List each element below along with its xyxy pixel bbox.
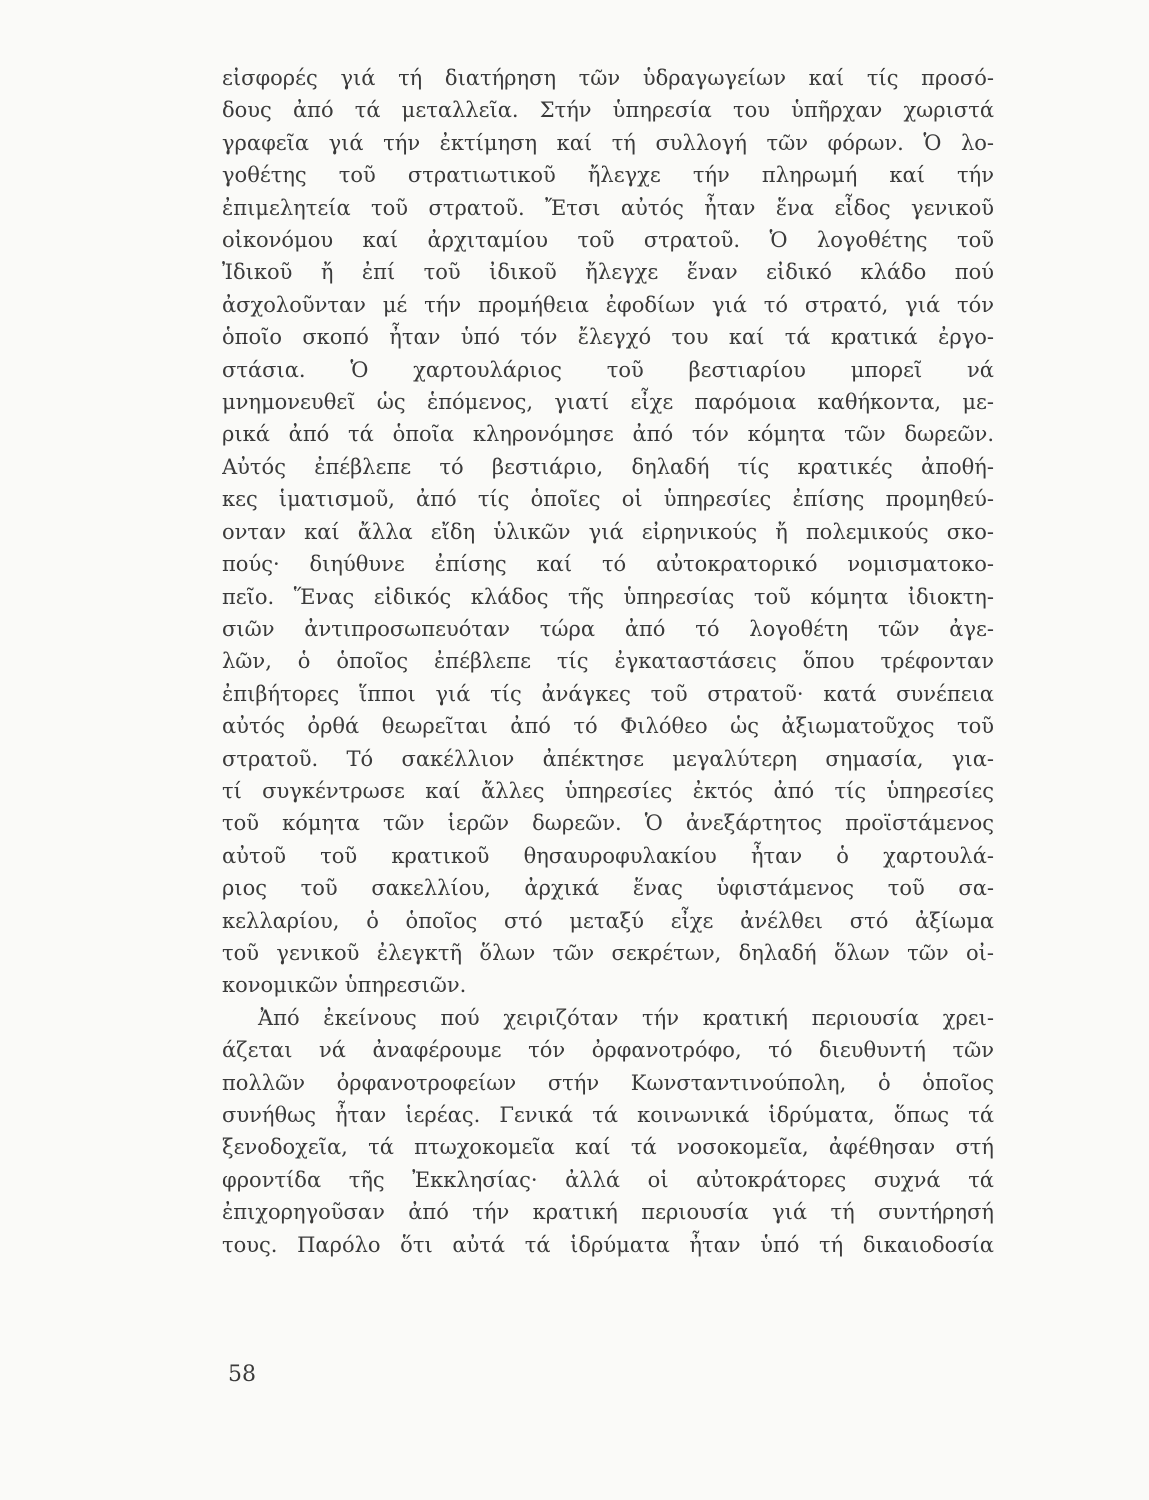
text-line: ὁποῖο σκοπό ἦταν ὑπό τόν ἔλεγχό του καί τά κρατικά ἐργο-	[222, 325, 994, 350]
text-line: Αὐτός ἐπέβλεπε τό βεστιάριο, δηλαδή τίς κρατικές ἀποθή-	[222, 454, 994, 479]
text-line: στάσια. Ὁ χαρτουλάριος τοῦ βεστιαρίου μπορεῖ νά	[222, 357, 994, 382]
text-line: κονομικῶν ὑπηρεσιῶν.	[222, 973, 467, 998]
text-line: αὐτός ὀρθά θεωρεῖται ἀπό τό Φιλόθεο ὡς ἀξιωματοῦχος τοῦ	[222, 714, 994, 739]
text-line: στρατοῦ. Τό σακέλλιον ἀπέκτησε μεγαλύτερη σημασία, για-	[222, 746, 994, 771]
text-line: γοθέτης τοῦ στρατιωτικοῦ ἤλεγχε τήν πληρωμή καί τήν	[222, 163, 994, 188]
text-line: πούς· διηύθυνε ἐπίσης καί τό αὐτοκρατορικό νομισματοκο-	[222, 552, 994, 577]
text-line: ριος τοῦ σακελλίου, ἀρχικά ἕνας ὑφιστάμενος τοῦ σα-	[222, 876, 994, 901]
text-line: πολλῶν ὀρφανοτροφείων στήν Κωνσταντινούπολη, ὁ ὁποῖος	[222, 1070, 994, 1095]
text-line: Ἀπό ἐκείνους πού χειριζόταν τήν κρατική περιουσία χρει-	[258, 1005, 994, 1030]
text-line: τους. Παρόλο ὅτι αὐτά τά ἱδρύματα ἦταν ὑπό τή δικαιοδοσία	[222, 1232, 994, 1257]
text-line: ἐπιβήτορες ἵπποι γιά τίς ἀνάγκες τοῦ στρατοῦ· κατά συνέπεια	[222, 681, 994, 706]
text-line: συνήθως ἦταν ἱερέας. Γενικά τά κοινωνικά ἱδρύματα, ὅπως τά	[222, 1103, 994, 1127]
text-line: σιῶν ἀντιπροσωπευόταν τώρα ἀπό τό λογοθέτη τῶν ἀγε-	[222, 616, 994, 641]
text-line: ξενοδοχεῖα, τά πτωχοκομεῖα καί τά νοσοκομεῖα, ἀφέθησαν στή	[222, 1135, 994, 1160]
text-line: Ἰδικοῦ ἤ ἐπί τοῦ ἰδικοῦ ἤλεγχε ἕναν εἰδικό κλάδο πού	[222, 260, 994, 285]
text-line: κελλαρίου, ὁ ὁποῖος στό μεταξύ εἶχε ἀνέλθει στό ἀξίωμα	[222, 908, 994, 933]
text-line: λῶν, ὁ ὁποῖος ἐπέβλεπε τίς ἐγκαταστάσεις ὅπου τρέφονταν	[222, 649, 994, 674]
text-line: ἀσχολοῦνταν μέ τήν προμήθεια ἐφοδίων γιά τό στρατό, γιά τόν	[222, 292, 994, 317]
page-text	[222, 62, 994, 1261]
text-line: γραφεῖα γιά τήν ἐκτίμηση καί τή συλλογή τῶν φόρων. Ὁ λο-	[222, 130, 994, 155]
text-line: πεῖο. Ἕνας εἰδικός κλάδος τῆς ὑπηρεσίας τοῦ κόμητα ἰδιοκτη-	[222, 584, 994, 609]
text-line: ἐπιχορηγοῦσαν ἀπό τήν κρατική περιουσία γιά τή συντήρησή	[222, 1200, 994, 1225]
text-line: φροντίδα τῆς Ἐκκλησίας· ἀλλά οἱ αὐτοκράτορες συχνά τά	[222, 1167, 994, 1192]
text-line: ρικά ἀπό τά ὁποῖα κληρονόμησε ἀπό τόν κόμητα τῶν δωρεῶν.	[222, 422, 994, 447]
paragraph-1	[222, 62, 994, 1002]
text-line: μνημονευθεῖ ὡς ἑπόμενος, γιατί εἶχε παρόμοια καθήκοντα, με-	[222, 390, 994, 415]
text-line: δους ἀπό τά μεταλλεῖα. Στήν ὑπηρεσία του ὑπῆρχαν χωριστά	[222, 98, 994, 123]
paragraph-2	[222, 1002, 994, 1261]
text-line: ονταν καί ἄλλα εἴδη ὑλικῶν γιά εἰρηνικούς ἤ πολεμικούς σκο-	[222, 519, 994, 544]
text-line: τοῦ κόμητα τῶν ἱερῶν δωρεῶν. Ὁ ἀνεξάρτητος προϊστάμενος	[222, 811, 994, 836]
text-line: οἰκονόμου καί ἀρχιταμίου τοῦ στρατοῦ. Ὁ λογοθέτης τοῦ	[222, 228, 994, 253]
text-line: άζεται νά ἀναφέρουμε τόν ὀρφανοτρόφο, τό διευθυντή τῶν	[222, 1038, 994, 1063]
text-line: ἐπιμελητεία τοῦ στρατοῦ. Ἔτσι αὐτός ἦταν ἕνα εἶδος γενικοῦ	[222, 195, 994, 220]
text-line: τοῦ γενικοῦ ἐλεγκτῆ ὅλων τῶν σεκρέτων, δηλαδή ὅλων τῶν οἰ-	[222, 940, 994, 965]
text-line: εἰσφορές γιά τή διατήρηση τῶν ὑδραγωγείων καί τίς προσό-	[222, 66, 994, 90]
text-line: κες ἱματισμοῦ, ἀπό τίς ὁποῖες οἱ ὑπηρεσίες ἐπίσης προμηθεύ-	[222, 487, 994, 512]
text-line: τί συγκέντρωσε καί ἄλλες ὑπηρεσίες ἐκτός ἀπό τίς ὑπηρεσίες	[222, 778, 994, 803]
page-number: 58	[228, 1362, 256, 1387]
text-line: αὐτοῦ τοῦ κρατικοῦ θησαυροφυλακίου ἦταν ὁ χαρτουλά-	[222, 843, 994, 868]
